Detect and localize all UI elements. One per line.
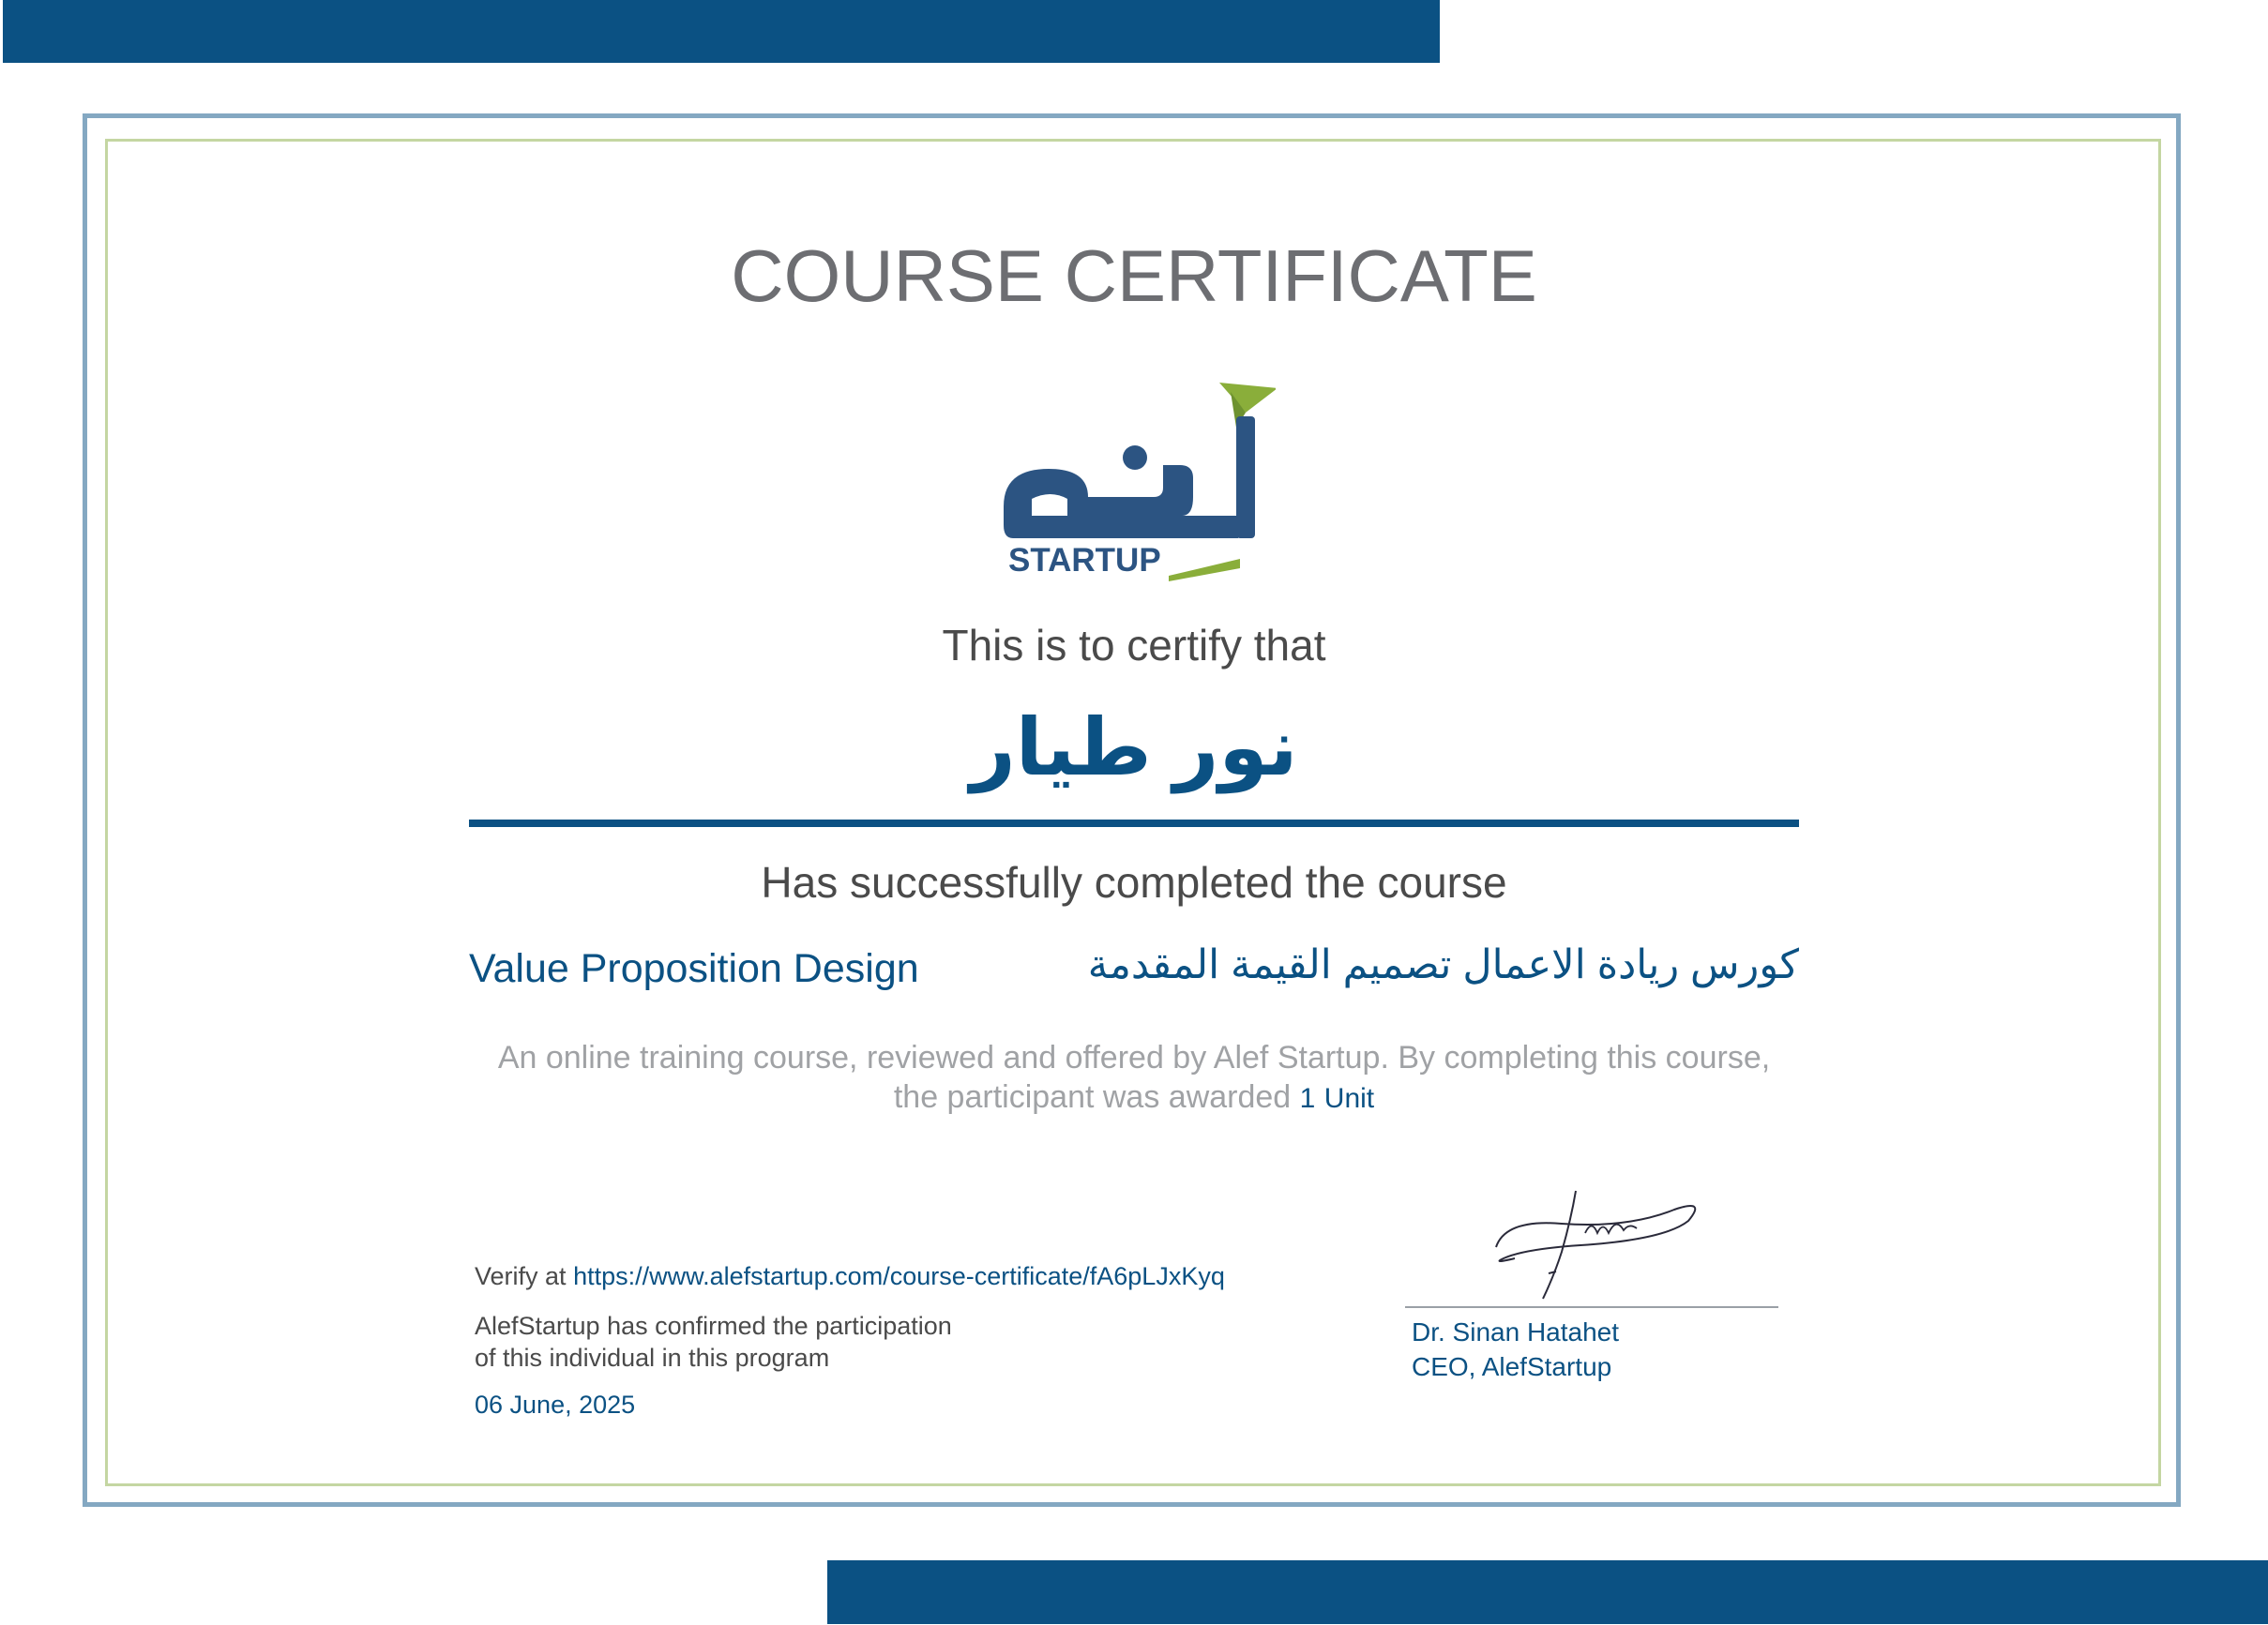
signature-line bbox=[1405, 1306, 1778, 1308]
verify-link[interactable]: https://www.alefstartup.com/course-certificate/fA6pLJxKyq bbox=[573, 1262, 1225, 1290]
bottom-decorative-bar bbox=[827, 1560, 2268, 1624]
signer-name: Dr. Sinan Hatahet bbox=[1412, 1317, 1620, 1347]
description-line-2 bbox=[0, 1077, 2268, 1119]
issue-date: 06 June, 2025 bbox=[475, 1391, 636, 1419]
signer-title: CEO, AlefStartup bbox=[1412, 1352, 1612, 1381]
units-value: 1 bbox=[1299, 1083, 1316, 1114]
description-line-1: An online training course, reviewed and offered by Alef Startup. By completing this course, bbox=[497, 1040, 1771, 1076]
signature-image bbox=[1487, 1181, 1712, 1303]
name-underline bbox=[469, 820, 1799, 827]
top-decorative-bar bbox=[3, 0, 1440, 63]
completed-line: Has successfully completed the course bbox=[761, 858, 1507, 907]
logo-startup-text: STARTUP bbox=[1008, 542, 1161, 579]
confirmation-text bbox=[475, 1310, 952, 1374]
recipient-name: نور طيار bbox=[970, 703, 1298, 791]
units-label: Unit bbox=[1323, 1083, 1375, 1114]
certificate-title: COURSE CERTIFICATE bbox=[731, 234, 1537, 317]
course-description bbox=[0, 1038, 2268, 1119]
verify-line bbox=[475, 1264, 1225, 1289]
course-name-arabic: كورس ريادة الاعمال تصميم القيمة المقدمة bbox=[1087, 942, 1799, 987]
confirmation-line-2: of this individual in this program bbox=[475, 1344, 830, 1372]
verify-prefix: Verify at bbox=[475, 1262, 567, 1290]
confirmation-line-1: AlefStartup has confirmed the participation bbox=[475, 1312, 952, 1340]
course-name-english: Value Proposition Design bbox=[469, 946, 919, 991]
award-text: the participant was awarded bbox=[893, 1079, 1292, 1115]
certify-line: This is to certify that bbox=[942, 621, 1326, 670]
